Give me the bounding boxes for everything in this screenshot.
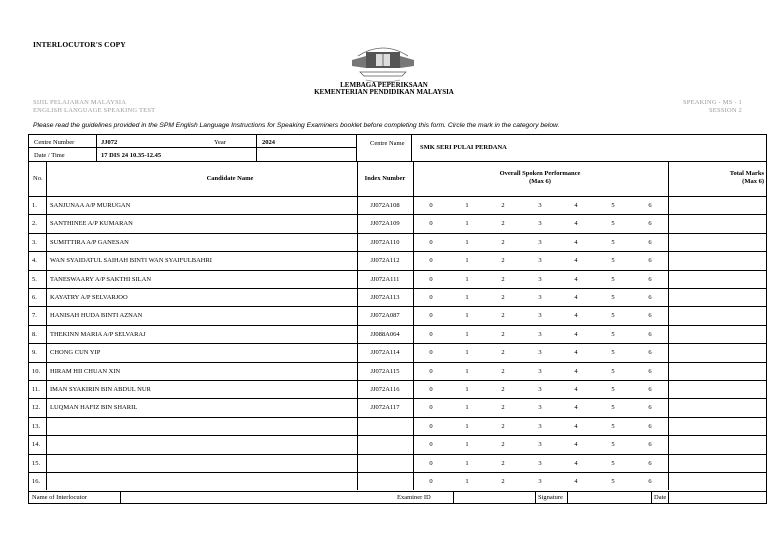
score-option[interactable]: 5 <box>611 422 615 430</box>
candidate-name: LUQMAN HAFIZ BIN SHARIL <box>50 404 138 412</box>
score-option[interactable]: 3 <box>538 202 542 209</box>
score-option[interactable]: 5 <box>611 459 615 467</box>
index-number: JJ088A064 <box>370 330 400 338</box>
score-option[interactable]: 1 <box>465 386 469 393</box>
col-no: No. <box>33 175 43 182</box>
score-option[interactable]: 6 <box>648 404 652 412</box>
score-option[interactable]: 3 <box>538 386 542 393</box>
score-option[interactable]: 5 <box>611 312 615 320</box>
col-total-marks: Total Marks <box>729 170 764 177</box>
candidate-name: TANESWAARY A/P SAKTHI SILAN <box>50 275 152 283</box>
year-value: 2024 <box>262 139 275 146</box>
score-option[interactable]: 4 <box>574 294 578 301</box>
col-performance: Overall Spoken Performance <box>499 170 581 177</box>
score-option[interactable]: 4 <box>574 220 578 228</box>
score-option[interactable]: 0 <box>429 386 433 393</box>
divider <box>668 491 669 504</box>
score-option[interactable]: 1 <box>465 202 469 209</box>
score-option[interactable]: 4 <box>574 275 578 283</box>
score-option[interactable]: 0 <box>429 238 433 246</box>
score-option[interactable]: 5 <box>611 386 615 393</box>
row-number: 2. <box>32 220 37 228</box>
score-option[interactable]: 2 <box>501 367 505 375</box>
score-option[interactable]: 3 <box>538 220 542 228</box>
centre-number-value: JJ072 <box>101 139 118 146</box>
col-performance-max: (Max 6) <box>529 178 551 185</box>
candidate-name: CHONG CUN YIP <box>50 349 101 357</box>
index-number: JJ072A113 <box>370 294 400 301</box>
score-option[interactable]: 3 <box>538 275 542 283</box>
score-option[interactable]: 0 <box>429 312 433 320</box>
score-option[interactable]: 1 <box>465 367 469 375</box>
candidate-name: SUMITTIRA A/P GANESAN <box>50 238 129 246</box>
score-option[interactable]: 2 <box>501 220 505 228</box>
divider <box>28 380 767 381</box>
date-time-label: Date / Time <box>34 152 65 159</box>
score-option[interactable]: 3 <box>538 294 542 301</box>
divider <box>28 288 767 289</box>
score-option[interactable]: 2 <box>501 294 505 301</box>
score-option[interactable]: 4 <box>574 459 578 467</box>
row-number: 9. <box>32 349 37 357</box>
score-option[interactable]: 1 <box>465 238 469 246</box>
interlocutor-name-label: Name of Interlocutor <box>32 494 87 501</box>
divider <box>28 398 767 399</box>
score-option[interactable]: 2 <box>501 386 505 393</box>
score-option[interactable]: 0 <box>429 220 433 228</box>
row-number: 6. <box>32 294 37 301</box>
paper-code-line1: SPEAKING - MS - 1 <box>682 99 742 106</box>
score-option[interactable]: 5 <box>611 275 615 283</box>
candidate-name: HANISAH HUDA BINTI AZNAN <box>50 312 143 320</box>
paper-code-line2: SESSION 2 <box>708 107 742 114</box>
score-option[interactable]: 5 <box>611 367 615 375</box>
row-number: 8. <box>32 330 37 338</box>
org-name-line2: KEMENTERIAN PENDIDIKAN MALAYSIA <box>314 88 454 96</box>
centre-name-label: Centre Name <box>370 140 405 147</box>
year-label: Year <box>214 139 226 146</box>
score-option[interactable]: 5 <box>611 238 615 246</box>
row-number: 10. <box>32 367 41 375</box>
score-option[interactable]: 5 <box>611 478 615 485</box>
score-option[interactable]: 1 <box>465 441 469 449</box>
index-number: JJ072A111 <box>370 275 400 283</box>
examiner-id-label: Examiner ID <box>397 494 431 501</box>
score-option[interactable]: 5 <box>611 220 615 228</box>
copy-label: INTERLOCUTOR'S COPY <box>33 40 126 49</box>
date-time-value: 17 DIS 24 10.35-12.45 <box>101 152 162 159</box>
score-option[interactable]: 0 <box>429 459 433 467</box>
divider <box>28 147 356 148</box>
score-option[interactable]: 4 <box>574 404 578 412</box>
centre-name-value: SMK SERI PULAI PERDANA <box>420 144 507 151</box>
row-number: 15. <box>32 459 41 467</box>
score-option[interactable]: 4 <box>574 238 578 246</box>
divider <box>28 161 767 162</box>
score-option[interactable]: 2 <box>501 459 505 467</box>
score-option[interactable]: 0 <box>429 349 433 357</box>
row-number: 5. <box>32 275 37 283</box>
score-option[interactable]: 6 <box>648 349 652 357</box>
score-option[interactable]: 1 <box>465 349 469 357</box>
candidate-name: WAN SYAIDATUL SAIHAH BINTI WAN SYAIFULBAHRI <box>50 257 212 265</box>
date-label: Date <box>654 494 667 501</box>
score-option[interactable]: 3 <box>538 404 542 412</box>
score-option[interactable]: 3 <box>538 312 542 320</box>
index-number: JJ072A108 <box>370 202 400 209</box>
score-option[interactable]: 4 <box>574 349 578 357</box>
score-option[interactable]: 1 <box>465 478 469 485</box>
score-option[interactable]: 0 <box>429 202 433 209</box>
divider <box>28 435 767 436</box>
candidate-name: SANJUNAA A/P MURUGAN <box>50 202 131 209</box>
divider <box>28 251 767 252</box>
divider <box>535 491 536 504</box>
score-option[interactable]: 0 <box>429 441 433 449</box>
divider <box>28 270 767 271</box>
index-number: JJ072A117 <box>370 404 400 412</box>
score-option[interactable]: 3 <box>538 422 542 430</box>
signature-label: Signature <box>538 494 563 501</box>
candidate-name: KAYATRY A/P SELVARJOO <box>50 294 128 301</box>
score-option[interactable]: 4 <box>574 330 578 338</box>
score-option[interactable]: 1 <box>465 404 469 412</box>
score-option[interactable]: 0 <box>429 404 433 412</box>
candidate-name: HIRAM HII CHUAN XIN <box>50 367 121 375</box>
score-option[interactable]: 4 <box>574 367 578 375</box>
row-number: 14. <box>32 441 41 449</box>
score-option[interactable]: 3 <box>538 367 542 375</box>
score-option[interactable]: 6 <box>648 257 652 265</box>
score-option[interactable]: 2 <box>501 275 505 283</box>
score-option[interactable]: 1 <box>465 294 469 301</box>
score-option[interactable]: 2 <box>501 238 505 246</box>
divider <box>28 233 767 234</box>
score-option[interactable]: 6 <box>648 220 652 228</box>
row-number: 1. <box>32 202 37 209</box>
centre-number-label: Centre Number <box>34 139 75 146</box>
index-number: JJ072A114 <box>370 349 400 357</box>
score-option[interactable]: 3 <box>538 478 542 485</box>
score-option[interactable]: 4 <box>574 422 578 430</box>
score-option[interactable]: 5 <box>611 441 615 449</box>
score-option[interactable]: 3 <box>538 349 542 357</box>
divider <box>28 343 767 344</box>
divider <box>28 325 767 326</box>
index-number: JJ072A116 <box>370 386 400 393</box>
col-total-max: (Max 6) <box>742 178 764 185</box>
divider <box>120 491 121 504</box>
score-option[interactable]: 3 <box>538 330 542 338</box>
row-number: 13. <box>32 422 41 430</box>
candidate-name: IMAN SYAKIRIN BIN ABDUL NUR <box>50 386 151 393</box>
score-option[interactable]: 6 <box>648 367 652 375</box>
score-option[interactable]: 0 <box>429 330 433 338</box>
divider <box>453 491 454 504</box>
score-option[interactable]: 0 <box>429 478 433 485</box>
score-option[interactable]: 0 <box>429 275 433 283</box>
row-number: 3. <box>32 238 37 246</box>
score-option[interactable]: 6 <box>648 459 652 467</box>
score-option[interactable]: 2 <box>501 422 505 430</box>
score-option[interactable]: 1 <box>465 220 469 228</box>
score-option[interactable]: 1 <box>465 275 469 283</box>
score-option[interactable]: 6 <box>648 478 652 485</box>
index-number: JJ072A115 <box>370 367 400 375</box>
score-option[interactable]: 6 <box>648 202 652 209</box>
col-candidate-name: Candidate Name <box>206 175 254 182</box>
score-option[interactable]: 2 <box>501 330 505 338</box>
score-option[interactable]: 5 <box>611 330 615 338</box>
score-option[interactable]: 2 <box>501 404 505 412</box>
score-option[interactable]: 5 <box>611 257 615 265</box>
score-option[interactable]: 6 <box>648 330 652 338</box>
score-option[interactable]: 3 <box>538 459 542 467</box>
score-option[interactable]: 2 <box>501 478 505 485</box>
score-option[interactable]: 2 <box>501 312 505 320</box>
score-option[interactable]: 0 <box>429 367 433 375</box>
score-option[interactable]: 2 <box>501 257 505 265</box>
candidate-name: THEKINN MARIA A/P SELVARAJ <box>50 330 146 338</box>
divider <box>28 417 767 418</box>
row-number: 16. <box>32 478 41 485</box>
row-number: 11. <box>32 386 40 393</box>
exam-title-line2: ENGLISH LANGUAGE SPEAKING TEST <box>33 107 156 114</box>
exam-title-line1: SIJIL PELAJARAN MALAYSIA <box>33 99 127 106</box>
divider <box>28 454 767 455</box>
score-option[interactable]: 1 <box>465 422 469 430</box>
candidate-name: SANTHINEE A/P KUMARAN <box>50 220 133 228</box>
score-option[interactable]: 4 <box>574 202 578 209</box>
score-option[interactable]: 2 <box>501 349 505 357</box>
score-option[interactable]: 0 <box>429 422 433 430</box>
score-option[interactable]: 4 <box>574 312 578 320</box>
score-option[interactable]: 1 <box>465 330 469 338</box>
score-option[interactable]: 3 <box>538 441 542 449</box>
instructions: Please read the guidelines provided in the SPM English Language Instructions for Speaking Examiners booklet before completing this form. Circle the mark in the category below. <box>33 122 560 129</box>
index-number: JJ072A110 <box>370 238 400 246</box>
score-option[interactable]: 6 <box>648 238 652 246</box>
score-option[interactable]: 6 <box>648 441 652 449</box>
score-option[interactable]: 6 <box>648 275 652 283</box>
score-option[interactable]: 1 <box>465 312 469 320</box>
score-option[interactable]: 3 <box>538 257 542 265</box>
index-number: JJ072A109 <box>370 220 400 228</box>
score-option[interactable]: 5 <box>611 349 615 357</box>
score-option[interactable]: 4 <box>574 386 578 393</box>
score-option[interactable]: 6 <box>648 386 652 393</box>
divider <box>28 306 767 307</box>
org-name-line1: LEMBAGA PEPERIKSAAN <box>340 81 428 89</box>
score-option[interactable]: 1 <box>465 257 469 265</box>
divider <box>28 196 767 197</box>
score-option[interactable]: 2 <box>501 441 505 449</box>
divider <box>28 491 767 492</box>
score-option[interactable]: 6 <box>648 422 652 430</box>
score-option[interactable]: 0 <box>429 257 433 265</box>
score-option[interactable]: 3 <box>538 238 542 246</box>
index-number: JJ072A087 <box>370 312 400 320</box>
score-option[interactable]: 5 <box>611 404 615 412</box>
divider <box>651 491 652 504</box>
row-number: 4. <box>32 257 37 265</box>
score-option[interactable]: 6 <box>648 312 652 320</box>
divider <box>411 134 412 161</box>
score-option[interactable]: 0 <box>429 294 433 301</box>
index-number: JJ072A112 <box>370 257 400 265</box>
col-index-number: Index Number <box>364 175 406 182</box>
divider <box>356 134 357 161</box>
score-option[interactable]: 5 <box>611 202 615 209</box>
score-option[interactable]: 5 <box>611 294 615 301</box>
score-option[interactable]: 2 <box>501 202 505 209</box>
score-option[interactable]: 6 <box>648 294 652 301</box>
row-number: 12. <box>32 404 41 412</box>
score-option[interactable]: 4 <box>574 478 578 485</box>
score-option[interactable]: 4 <box>574 257 578 265</box>
row-number: 7. <box>32 312 37 320</box>
divider <box>28 214 767 215</box>
score-option[interactable]: 1 <box>465 459 469 467</box>
score-option[interactable]: 4 <box>574 441 578 449</box>
divider <box>28 362 767 363</box>
crest-logo <box>338 38 428 83</box>
divider <box>567 491 568 504</box>
divider <box>28 472 767 473</box>
